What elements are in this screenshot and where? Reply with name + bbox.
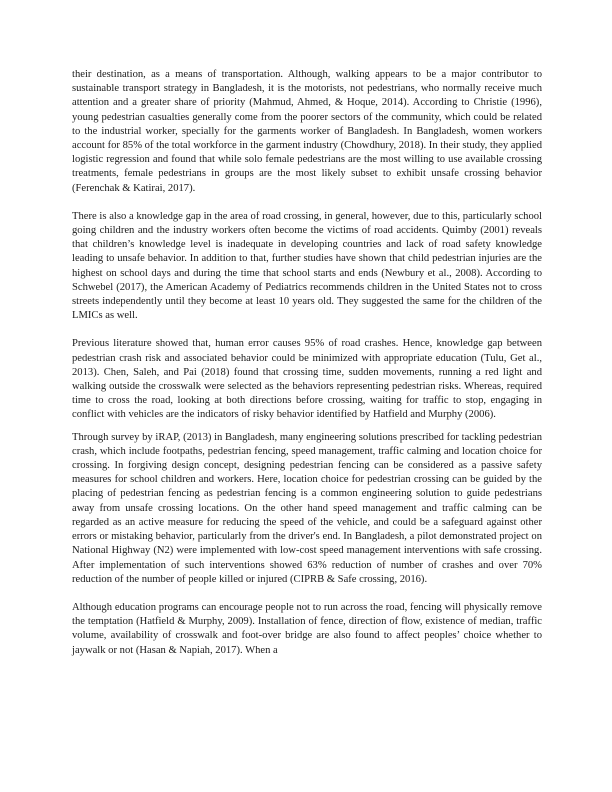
paragraph-human-error: Previous literature showed that, human error causes 95% of road crashes. Hence, knowledge gap between pedestrian crash risk and associated behavior could be minimized with appropriate education (Tulu, Get al., 2013). Chen, Saleh, and Pai (2018) found that crossing time, sudden movements, running a red light and walking outside the crosswalk were selected as the behaviors representing pedestrian risks. Whereas, required time to cross the road, looking at both directions before crossing, waiting for traffic to stop, engaging in conflict with vehicles are the indicators of risky behavior identified by Hatfield and Murphy (2006). xyxy=(72,338,542,421)
paragraph-fencing: Although education programs can encourage people not to run across the road, fencing will physically remove the temptation (Hatfield & Murphy, 2009). Installation of fence, direction of flow, existence of median, traffic volume, availability of crosswalk and foot-over bridge are also found to affect peoples’ choice whether to jaywalk or not (Hasan & Napiah, 2017). When a xyxy=(72,601,542,656)
document-body xyxy=(72,68,542,672)
paragraph-knowledge-gap: There is also a knowledge gap in the area of road crossing, in general, however, due to this, particularly school going children and the industry workers often become the victims of road accidents. Quimby (2001) reveals that children’s knowledge level is inadequate in developing countries and lack of road safety knowledge leading to unsafe behavior. In addition to that, further studies have shown that child pedestrian injuries are the highest on school days and during the time that school starts and ends (Newbury et al., 2008). According to Schwebel (2017), the American Academy of Pediatrics recommends children in the United States not to cross streets independently until they become at least 10 years old. They suggested the same for the children of the LMICs as well. xyxy=(72,210,542,322)
paragraph-pedestrian-priority: their destination, as a means of transportation. Although, walking appears to be a major contributor to sustainable transport strategy in Bangladesh, it is the motorists, not pedestrians, who normally receive much attention and a greater share of priority (Mahmud, Ahmed, & Hoque, 2014). According to Christie (1996), young pedestrian casualties generally come from the poorer sectors of the community, which could be related to the industrial worker, specially for the garments worker of Bangladesh. In Bangladesh, women workers account for 85% of the total workforce in the garment industry (Chowdhury, 2018). In their study, they applied logistic regression and found that while solo female pedestrians are the most willing to use available crossing treatments, female pedestrians in groups are the most likely subset to exhibit unsafe crossing behavior (Ferenchak & Katirai, 2017). xyxy=(72,69,542,194)
paragraph-engineering-solutions: Through survey by iRAP, (2013) in Bangladesh, many engineering solutions prescribed for tackling pedestrian crash, which include footpaths, pedestrian fencing, speed management, traffic calming and location choice for crossing. In forgiving design concept, designing pedestrian fencing can be considered as a passive safety measures for school children and workers. Here, location choice for pedestrian crossing can be guided by the placing of pedestrian fencing as pedestrian fencing is a common engineering solution to guide pedestrians away from unsafe crossing locations. On the other hand speed management and traffic calming can be regarded as an active measure for reducing the speed of the vehicle, and could be a safeguard against other errors or mistaking behavior, particularly from the driver's end. In Bangladesh, a pilot demonstrated project on National Highway (N2) were implemented with low-cost speed management interventions with safe crossing. After implementation of such interventions showed 63% reduction of number of crashes and over 70% reduction of the number of people killed or injured (CIPRB & Safe crossing, 2016). xyxy=(72,431,542,585)
